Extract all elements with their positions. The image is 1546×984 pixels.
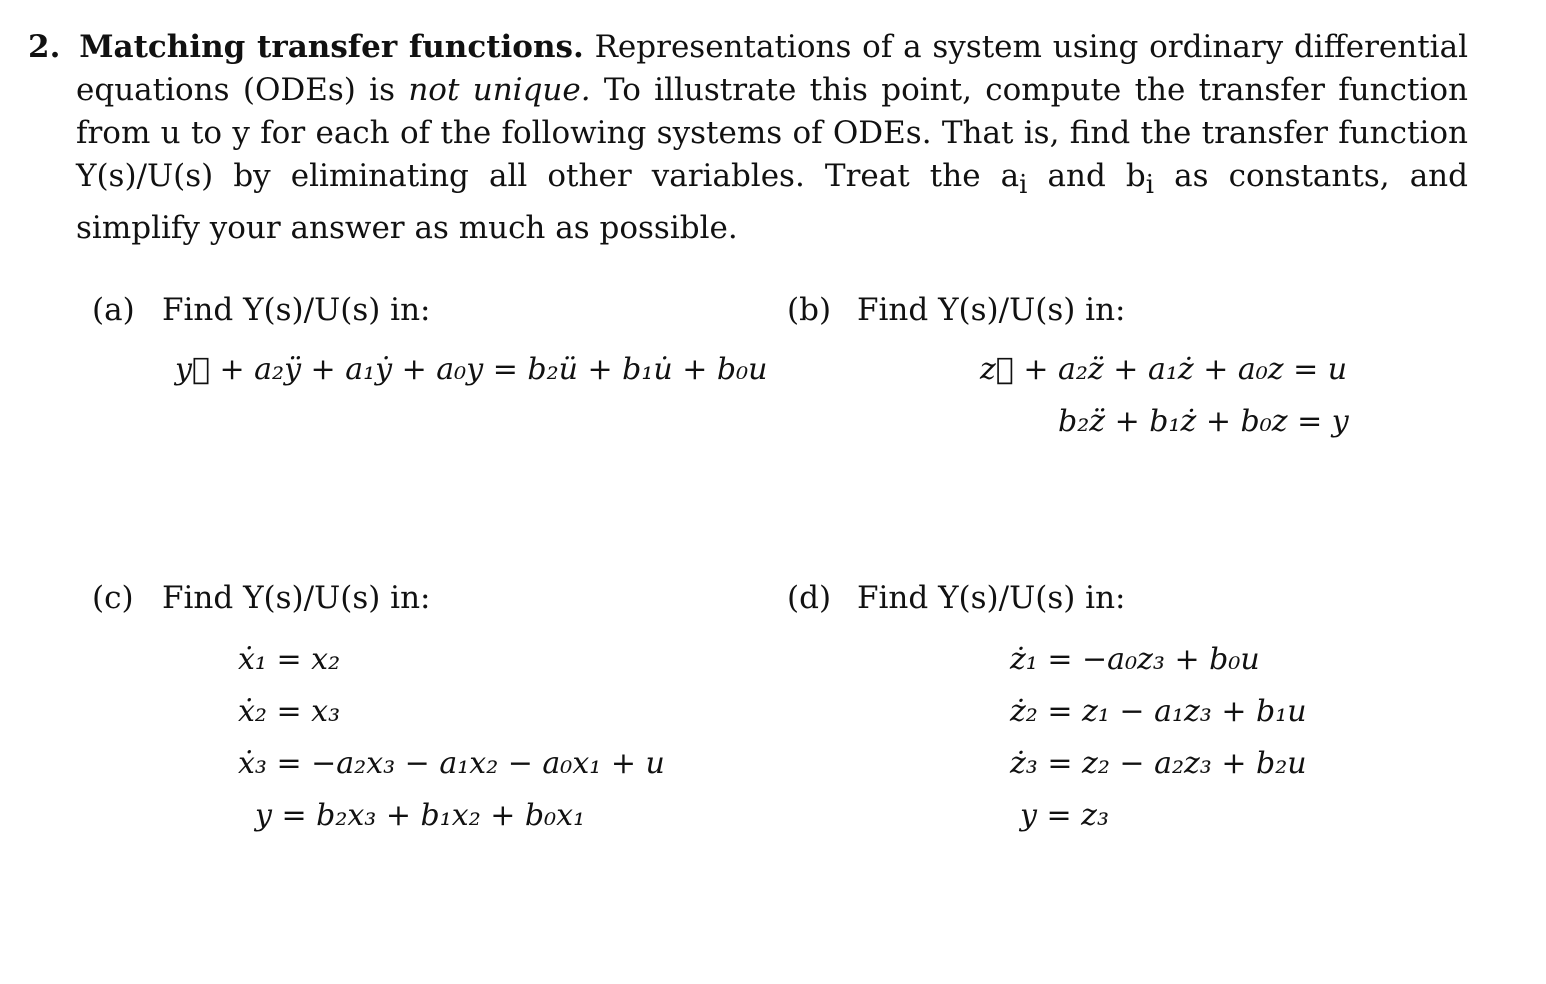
part-a-prompt: Find Y(s)/U(s) in: bbox=[162, 292, 431, 328]
part-d bbox=[787, 580, 1126, 616]
part-b-label: (b) bbox=[787, 292, 832, 328]
equation: y = z₃ bbox=[1020, 798, 1109, 833]
problem-text-3: and b bbox=[1027, 158, 1146, 194]
equation: y⃛ + a₂ÿ + a₁ẏ + a₀y = b₂ü + b₁u̇ + b₀u bbox=[175, 352, 768, 387]
problem-text-4: as constants, and simplify your answer as much as possible. bbox=[76, 158, 1468, 247]
part-d-label: (d) bbox=[787, 580, 832, 616]
part-c bbox=[92, 580, 431, 616]
part-b bbox=[787, 292, 1126, 328]
subscript-i: i bbox=[1145, 170, 1154, 201]
equation: ẋ₁ = x₂ bbox=[238, 642, 341, 677]
problem-number: 2. bbox=[28, 29, 61, 65]
equation: ż₂ = z₁ − a₁z₃ + b₁u bbox=[1010, 694, 1307, 729]
part-c-label: (c) bbox=[92, 580, 134, 616]
equation: ẋ₃ = −a₂x₃ − a₁x₂ − a₀x₁ + u bbox=[238, 746, 665, 781]
problem-title: Matching transfer functions. bbox=[79, 29, 584, 65]
part-a-label: (a) bbox=[92, 292, 135, 328]
subscript-i: i bbox=[1019, 170, 1028, 201]
part-b-prompt: Find Y(s)/U(s) in: bbox=[857, 292, 1126, 328]
equation: ẋ₂ = x₃ bbox=[238, 694, 341, 729]
equation: ż₃ = z₂ − a₂z₃ + b₂u bbox=[1010, 746, 1307, 781]
problem-text-2: To illustrate this point, compute the transfer function from u to y for each of the following systems of ODEs. That is, find the transfer function Y(s)/U(s) by eliminating all other variables. Treat the a bbox=[76, 72, 1469, 194]
problem-text-1: Representations of a system using ordinary differential equations (ODEs) is bbox=[76, 29, 1468, 108]
part-c-prompt: Find Y(s)/U(s) in: bbox=[162, 580, 431, 616]
equation: b₂z̈ + b₁ż + b₀z = y bbox=[1058, 404, 1349, 439]
problem-statement bbox=[28, 26, 1468, 250]
equation: ż₁ = −a₀z₃ + b₀u bbox=[1010, 642, 1260, 677]
equation: y = b₂x₃ + b₁x₂ + b₀x₁ bbox=[255, 798, 586, 833]
part-a bbox=[92, 292, 431, 328]
part-d-prompt: Find Y(s)/U(s) in: bbox=[857, 580, 1126, 616]
problem-emphasis: not unique. bbox=[408, 72, 591, 108]
equation: z⃛ + a₂z̈ + a₁ż + a₀z = u bbox=[980, 352, 1348, 387]
